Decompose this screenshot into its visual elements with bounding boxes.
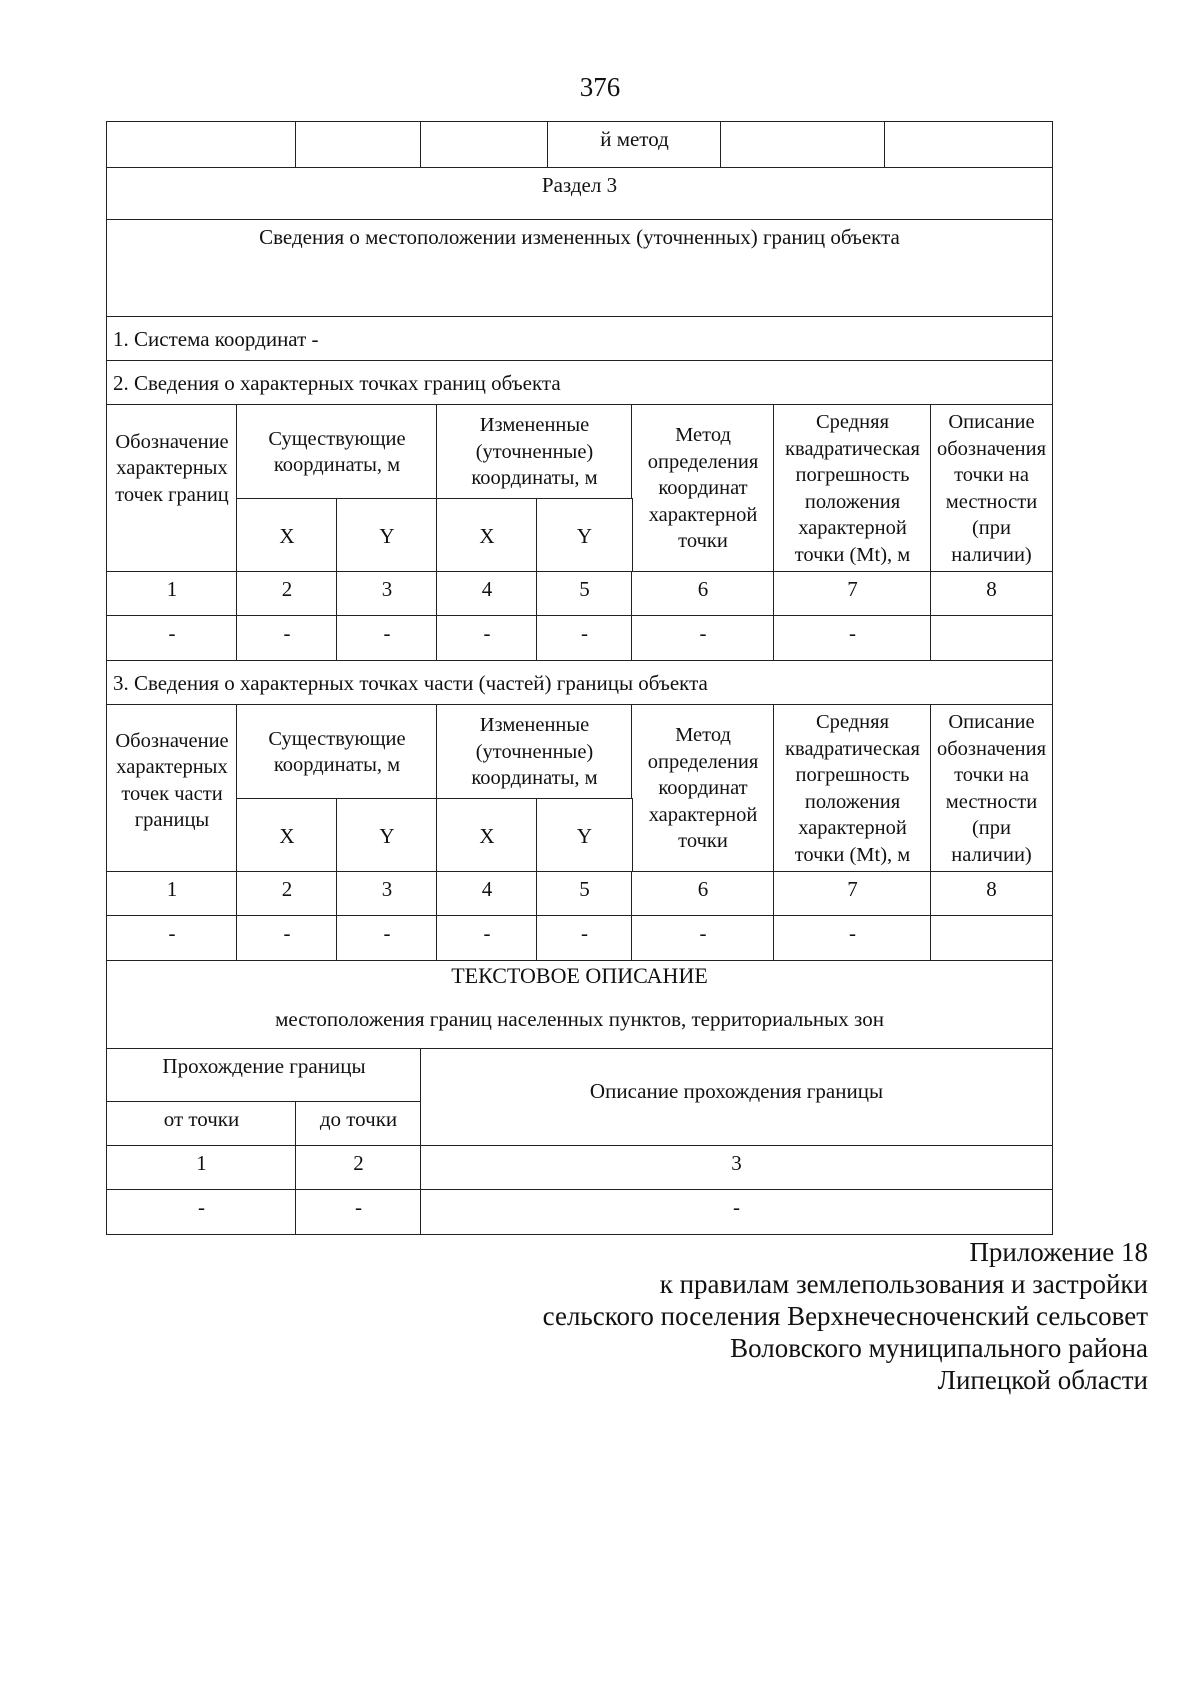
t2-value: -	[106, 915, 238, 962]
t2-value: -	[436, 915, 538, 962]
t2-col-designation: Обозначение характерных точек части границы	[106, 704, 238, 873]
td-value: -	[420, 1189, 1053, 1235]
t1-num: 6	[631, 571, 775, 617]
text-description-title: ТЕКСТОВОЕ ОПИСАНИЕ	[451, 963, 708, 988]
td-value: -	[295, 1189, 422, 1235]
t1-col-error: Средняя квадратическая погрешность положения характерной точки (Mt), м	[773, 404, 932, 573]
t2-y-existing: Y	[336, 798, 438, 873]
t1-y-existing: Y	[336, 498, 438, 573]
t1-num: 4	[436, 571, 538, 617]
t2-num: 1	[106, 871, 238, 917]
td-value: -	[106, 1189, 297, 1235]
text-description-header	[106, 960, 1053, 1050]
t1-value: -	[106, 615, 238, 662]
t2-num: 7	[773, 871, 932, 917]
top-row-cell-5	[720, 121, 886, 169]
t2-value: -	[631, 915, 775, 962]
td-num: 1	[106, 1145, 297, 1191]
t1-x-existing: X	[236, 498, 338, 573]
top-row-method-cell: й метод	[547, 121, 722, 169]
appendix-line: Липецкой области	[937, 1365, 1148, 1395]
t1-col-existing: Существующие координаты, м	[236, 404, 438, 500]
t1-num: 5	[536, 571, 633, 617]
t1-num: 7	[773, 571, 932, 617]
to-point-header: до точки	[295, 1101, 422, 1147]
t1-col-method: Метод определения координат характерной точки	[631, 404, 775, 573]
t1-value: -	[536, 615, 633, 662]
appendix-line: Воловского муниципального района	[730, 1333, 1148, 1363]
text-description-subtitle: местоположения границ населенных пунктов, территориальных зон	[275, 1007, 884, 1031]
t1-value: -	[436, 615, 538, 662]
appendix-line: к правилам землепользования и застройки	[659, 1269, 1148, 1299]
passage-header: Прохождение границы	[106, 1048, 422, 1103]
t2-col-error: Средняя квадратическая погрешность положения характерной точки (Mt), м	[773, 704, 932, 873]
appendix-line: Приложение 18	[969, 1237, 1148, 1267]
t1-col-desc: Описание обозначения точки на местности (при наличии)	[930, 404, 1053, 573]
t1-value	[930, 615, 1053, 662]
t2-num: 8	[930, 871, 1053, 917]
td-num: 3	[420, 1145, 1053, 1191]
top-row-cell-6	[884, 121, 1053, 169]
t2-x-existing: X	[236, 798, 338, 873]
t2-num: 6	[631, 871, 775, 917]
section-title: Раздел 3	[106, 167, 1053, 221]
points-heading-row: 2. Сведения о характерных точках границ объекта	[106, 360, 1053, 406]
t2-col-existing: Существующие координаты, м	[236, 704, 438, 800]
t1-x-changed: X	[436, 498, 538, 573]
t1-value: -	[631, 615, 775, 662]
t1-value: -	[336, 615, 438, 662]
t2-num: 2	[236, 871, 338, 917]
parts-heading-row: 3. Сведения о характерных точках части (частей) границы объекта	[106, 660, 1053, 706]
t1-num: 8	[930, 571, 1053, 617]
t1-num: 3	[336, 571, 438, 617]
t2-y-changed: Y	[536, 798, 633, 873]
top-row-cell-3	[420, 121, 549, 169]
t2-value	[930, 915, 1053, 962]
top-row-cell-1	[106, 121, 297, 169]
section-subtitle: Сведения о местоположении измененных (уточненных) границ объекта	[106, 219, 1053, 318]
t2-value: -	[773, 915, 932, 962]
t2-col-changed: Измененные (уточненные) координаты, м	[436, 704, 633, 800]
t1-num: 2	[236, 571, 338, 617]
t1-col-designation: Обозначение характерных точек границ	[106, 404, 238, 573]
page-number: 376	[579, 72, 621, 102]
from-point-header: от точки	[106, 1101, 297, 1147]
t2-col-method: Метод определения координат характерной точки	[631, 704, 775, 873]
appendix-line: сельского поселения Верхнечесноченский сельсовет	[542, 1301, 1148, 1331]
t2-num: 3	[336, 871, 438, 917]
t1-col-changed: Измененные (уточненные) координаты, м	[436, 404, 633, 500]
description-header: Описание прохождения границы	[420, 1048, 1053, 1147]
t1-value: -	[236, 615, 338, 662]
t2-x-changed: X	[436, 798, 538, 873]
td-num: 2	[295, 1145, 422, 1191]
top-row-cell-2	[295, 121, 422, 169]
t2-value: -	[236, 915, 338, 962]
t1-value: -	[773, 615, 932, 662]
t2-value: -	[336, 915, 438, 962]
t2-num: 4	[436, 871, 538, 917]
t2-value: -	[536, 915, 633, 962]
coordinate-system-row: 1. Система координат -	[106, 316, 1053, 362]
appendix-block	[543, 1236, 1148, 1396]
t2-col-desc: Описание обозначения точки на местности (при наличии)	[930, 704, 1053, 873]
t2-num: 5	[536, 871, 633, 917]
t1-num: 1	[106, 571, 238, 617]
t1-y-changed: Y	[536, 498, 633, 573]
